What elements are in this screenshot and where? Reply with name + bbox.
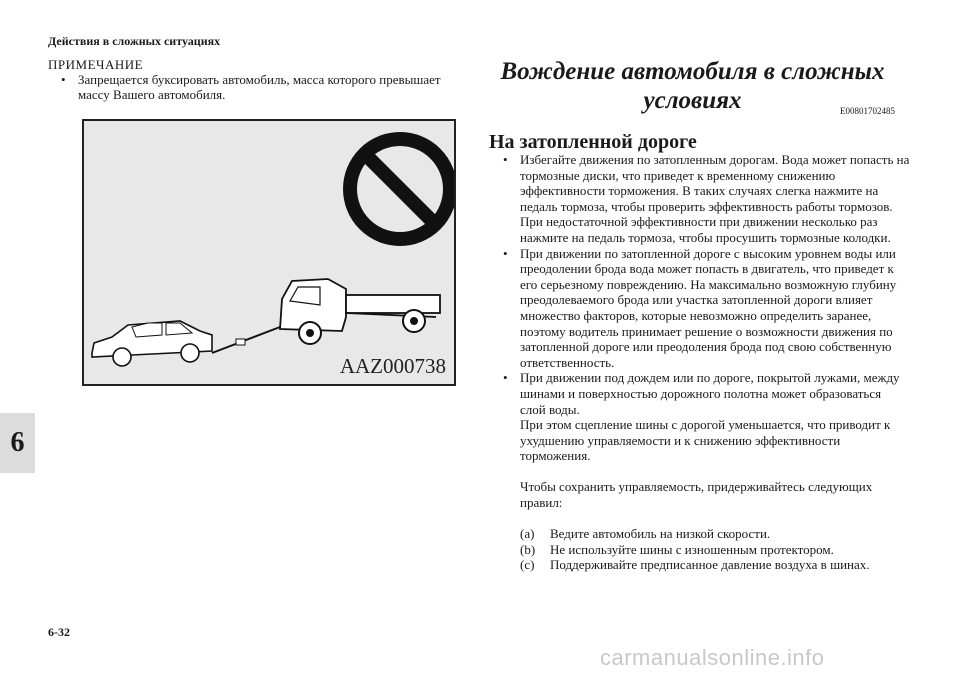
section-title [490,57,895,115]
body-paragraph: При движении под дождем или по дороге, покрытой лужами, между шинами и поверхностью дорожного полотна может образоваться слой воды. [520,370,900,417]
subsection-title: На затопленной дороге [489,131,697,153]
section-code: E00801702485 [840,106,895,116]
watermark: carmanualsonline.info [600,645,825,670]
body-paragraph: При этом сцепление шины с дорогой уменьшается, что приводит к ухудшению управляемости и к снижению эффективности торможения. [520,417,891,464]
rule-text: Не используйте шины с изношенным протектором. [550,541,834,557]
body-bullet-item [490,152,910,246]
section-title-line1: Вождение автомобиля в сложных [500,58,885,85]
towing-prohibited-figure [82,119,456,386]
rule-mark: (b) [520,541,536,557]
tow-rope-icon [212,327,280,353]
rule-item [520,526,910,542]
figure-code: AAZ000738 [339,354,446,378]
car-icon [92,321,212,366]
paragraph-spacer [520,464,910,480]
rule-item [520,542,910,558]
rule-text: Ведите автомобиль на низкой скорости. [550,526,771,542]
rule-item [520,557,910,573]
rules-list [520,526,910,573]
bullet-icon: • [503,152,508,167]
body-bullet-item [490,370,910,573]
rule-mark: (c) [520,557,535,573]
bullet-icon: • [503,245,508,261]
note-list [48,72,448,102]
note-item-text: Запрещается буксировать автомобиль, масса которого превышает массу Вашего автомобиля. [78,72,441,102]
page-number: 6-32 [48,625,70,639]
body-bullet-text: Избегайте движения по затопленным дорогам. Вода может попасть на тормозные диски, что приведет к временному снижению эффективности торможения. В таких случаях слегка нажмите на педаль тормоза, чтобы проверить эффективность работы тормозов. При недостаточной эффективности при движении несколько раз нажмите на педаль тормоза, чтобы просушить тормозные колодки. [520,152,910,245]
section-title-line2: условиях [643,87,742,114]
paragraph-spacer [520,511,910,527]
bullet-icon: • [61,72,66,87]
body-paragraph: Чтобы сохранить управляемость, придерживайтесь следующих правил: [520,479,873,511]
prohibition-icon [350,139,450,239]
chapter-tab: 6 [0,413,35,473]
note-title: ПРИМЕЧАНИЕ [48,57,144,72]
rule-mark: (a) [520,526,535,542]
bullet-icon: • [503,370,508,386]
body-list [490,152,910,573]
rule-text: Поддерживайте предписанное давление воздуха в шинах. [550,557,870,573]
body-bullet-item [490,246,910,371]
truck-icon [280,279,440,344]
running-header: Действия в сложных ситуациях [48,34,221,48]
note-item [48,72,448,102]
body-bullet-text: При движении по затопленной дороге с высоким уровнем воды или преодолении брода вода может попасть в двигатель, что приведет к его серьезному повреждению. На максимально возможную глубину преодолеваемого брода или участка затопленной дороги влияет множество факторов, которые невозможно определить заранее, поэтому водитель принимает решение о возможности движения по затопленной дороге или преодоления брода под свою собственную ответственность. [520,245,897,370]
